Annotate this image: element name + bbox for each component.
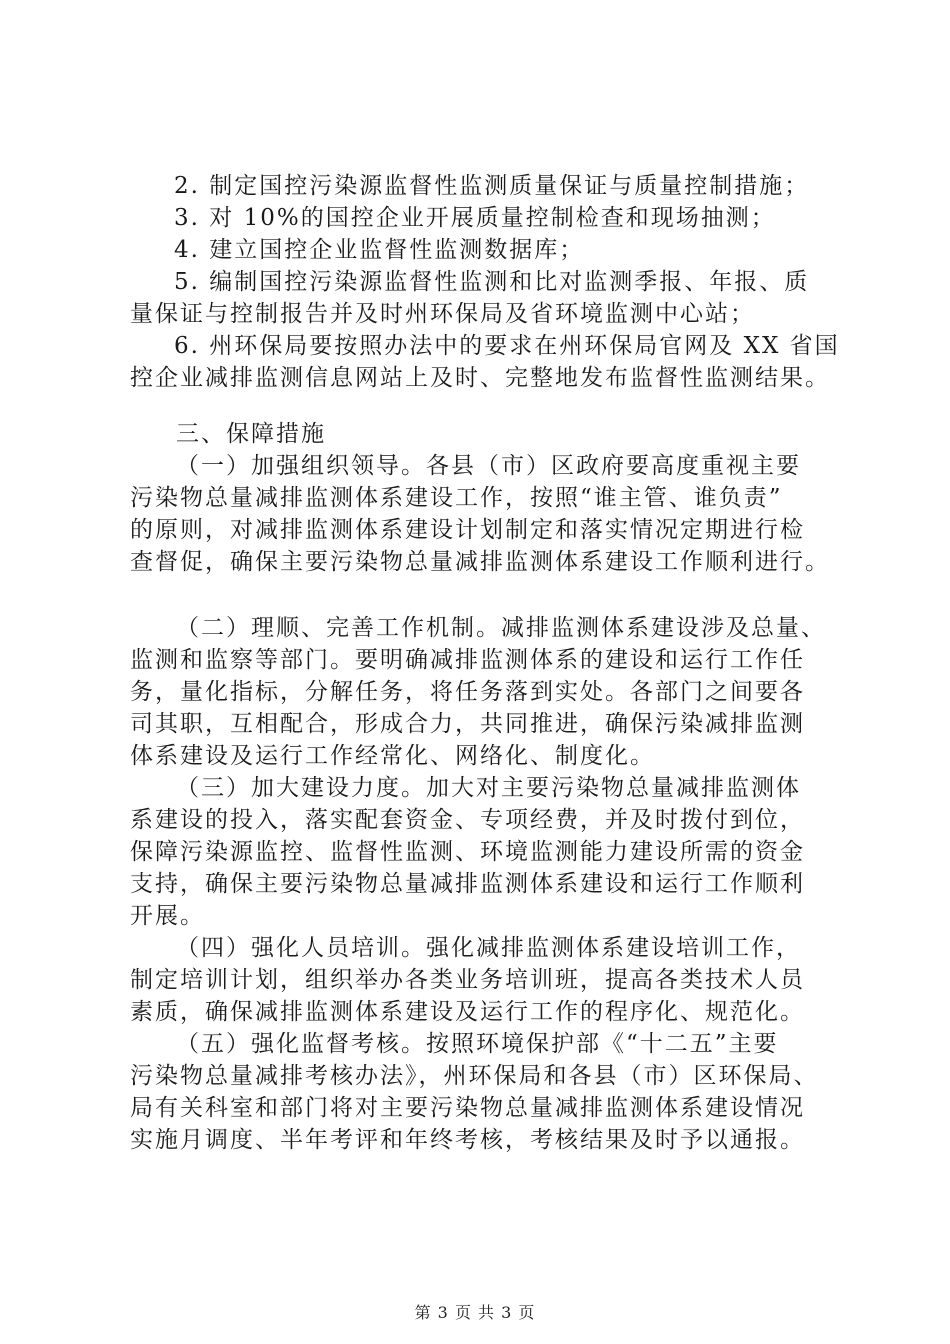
paragraph-3-line: 支持，确保主要污染物总量减排监测体系建设和运行工作顺利: [130, 871, 805, 897]
list-item-6: 6. 州环保局要按照办法中的要求在州环保局官网及 XX 省国: [174, 333, 840, 359]
paragraph-4: （四）强化人员培训。强化减排监测体系建设培训工作，: [176, 935, 801, 961]
paragraph-1-line: 污染物总量减排监测体系建设工作，按照“谁主管、谁负责”: [130, 485, 783, 511]
paragraph-2-line: 务，量化指标，分解任务，将任务落到实处。各部门之间要各: [130, 679, 805, 705]
list-item-3: 3. 对 10%的国控企业开展质量控制检查和现场抽测；: [174, 205, 776, 231]
paragraph-5: （五）强化监督考核。按照环境保护部《“十二五”主要: [176, 1031, 779, 1057]
paragraph-3-line: 开展。: [130, 903, 205, 929]
section-heading: 三、保障措施: [176, 421, 326, 447]
spacer: [130, 394, 830, 418]
list-item-5: 5. 编制国控污染源监督性监测和比对监测季报、年报、质: [174, 269, 810, 295]
page-footer: 第 3 页 共 3 页: [414, 1303, 536, 1322]
list-item-4: 4. 建立国控企业监督性监测数据库；: [174, 237, 585, 263]
list-item-2: 2. 制定国控污染源监督性监测质量保证与质量控制措施；: [174, 173, 810, 199]
paragraph-1: （一）加强组织领导。各县（市）区政府要高度重视主要: [176, 453, 801, 479]
list-item-6-cont: 控企业减排监测信息网站上及时、完整地发布监督性监测结果。: [130, 365, 830, 391]
paragraph-2-line: 司其职，互相配合，形成合力，共同推进，确保污染减排监测: [130, 711, 805, 737]
paragraph-5-line: 局有关科室和部门将对主要污染物总量减排监测体系建设情况: [130, 1095, 805, 1121]
paragraph-2-line: 监测和监察等部门。要明确减排监测体系的建设和运行工作任: [130, 647, 805, 673]
paragraph-3-line: 系建设的投入，落实配套资金、专项经费，并及时拨付到位，: [130, 807, 805, 833]
paragraph-5-line: 污染物总量减排考核办法》，州环保局和各县（市）区环保局、: [130, 1063, 819, 1089]
paragraph-3: （三）加大建设力度。加大对主要污染物总量减排监测体: [176, 775, 801, 801]
paragraph-2-line: 体系建设及运行工作经常化、网络化、制度化。: [130, 743, 655, 769]
paragraph-3-line: 保障污染源监控、监督性监测、环境监测能力建设所需的资金: [130, 839, 805, 865]
paragraph-5-line: 实施月调度、半年考评和年终考核，考核结果及时予以通报。: [130, 1127, 805, 1153]
spacer: [130, 578, 830, 612]
paragraph-4-line: 制定培训计划，组织举办各类业务培训班，提高各类技术人员: [130, 967, 805, 993]
paragraph-4-line: 素质，确保减排监测体系建设及运行工作的程序化、规范化。: [130, 999, 805, 1025]
list-item-5-cont: 量保证与控制报告并及时州环保局及省环境监测中心站；: [130, 301, 755, 327]
paragraph-1-line: 查督促，确保主要污染物总量减排监测体系建设工作顺利进行。: [130, 549, 830, 575]
document-body: [130, 170, 840, 1156]
paragraph-1-line: 的原则，对减排监测体系建设计划制定和落实情况定期进行检: [130, 517, 805, 543]
paragraph-2: （二）理顺、完善工作机制。减排监测体系建设涉及总量、: [176, 615, 826, 641]
